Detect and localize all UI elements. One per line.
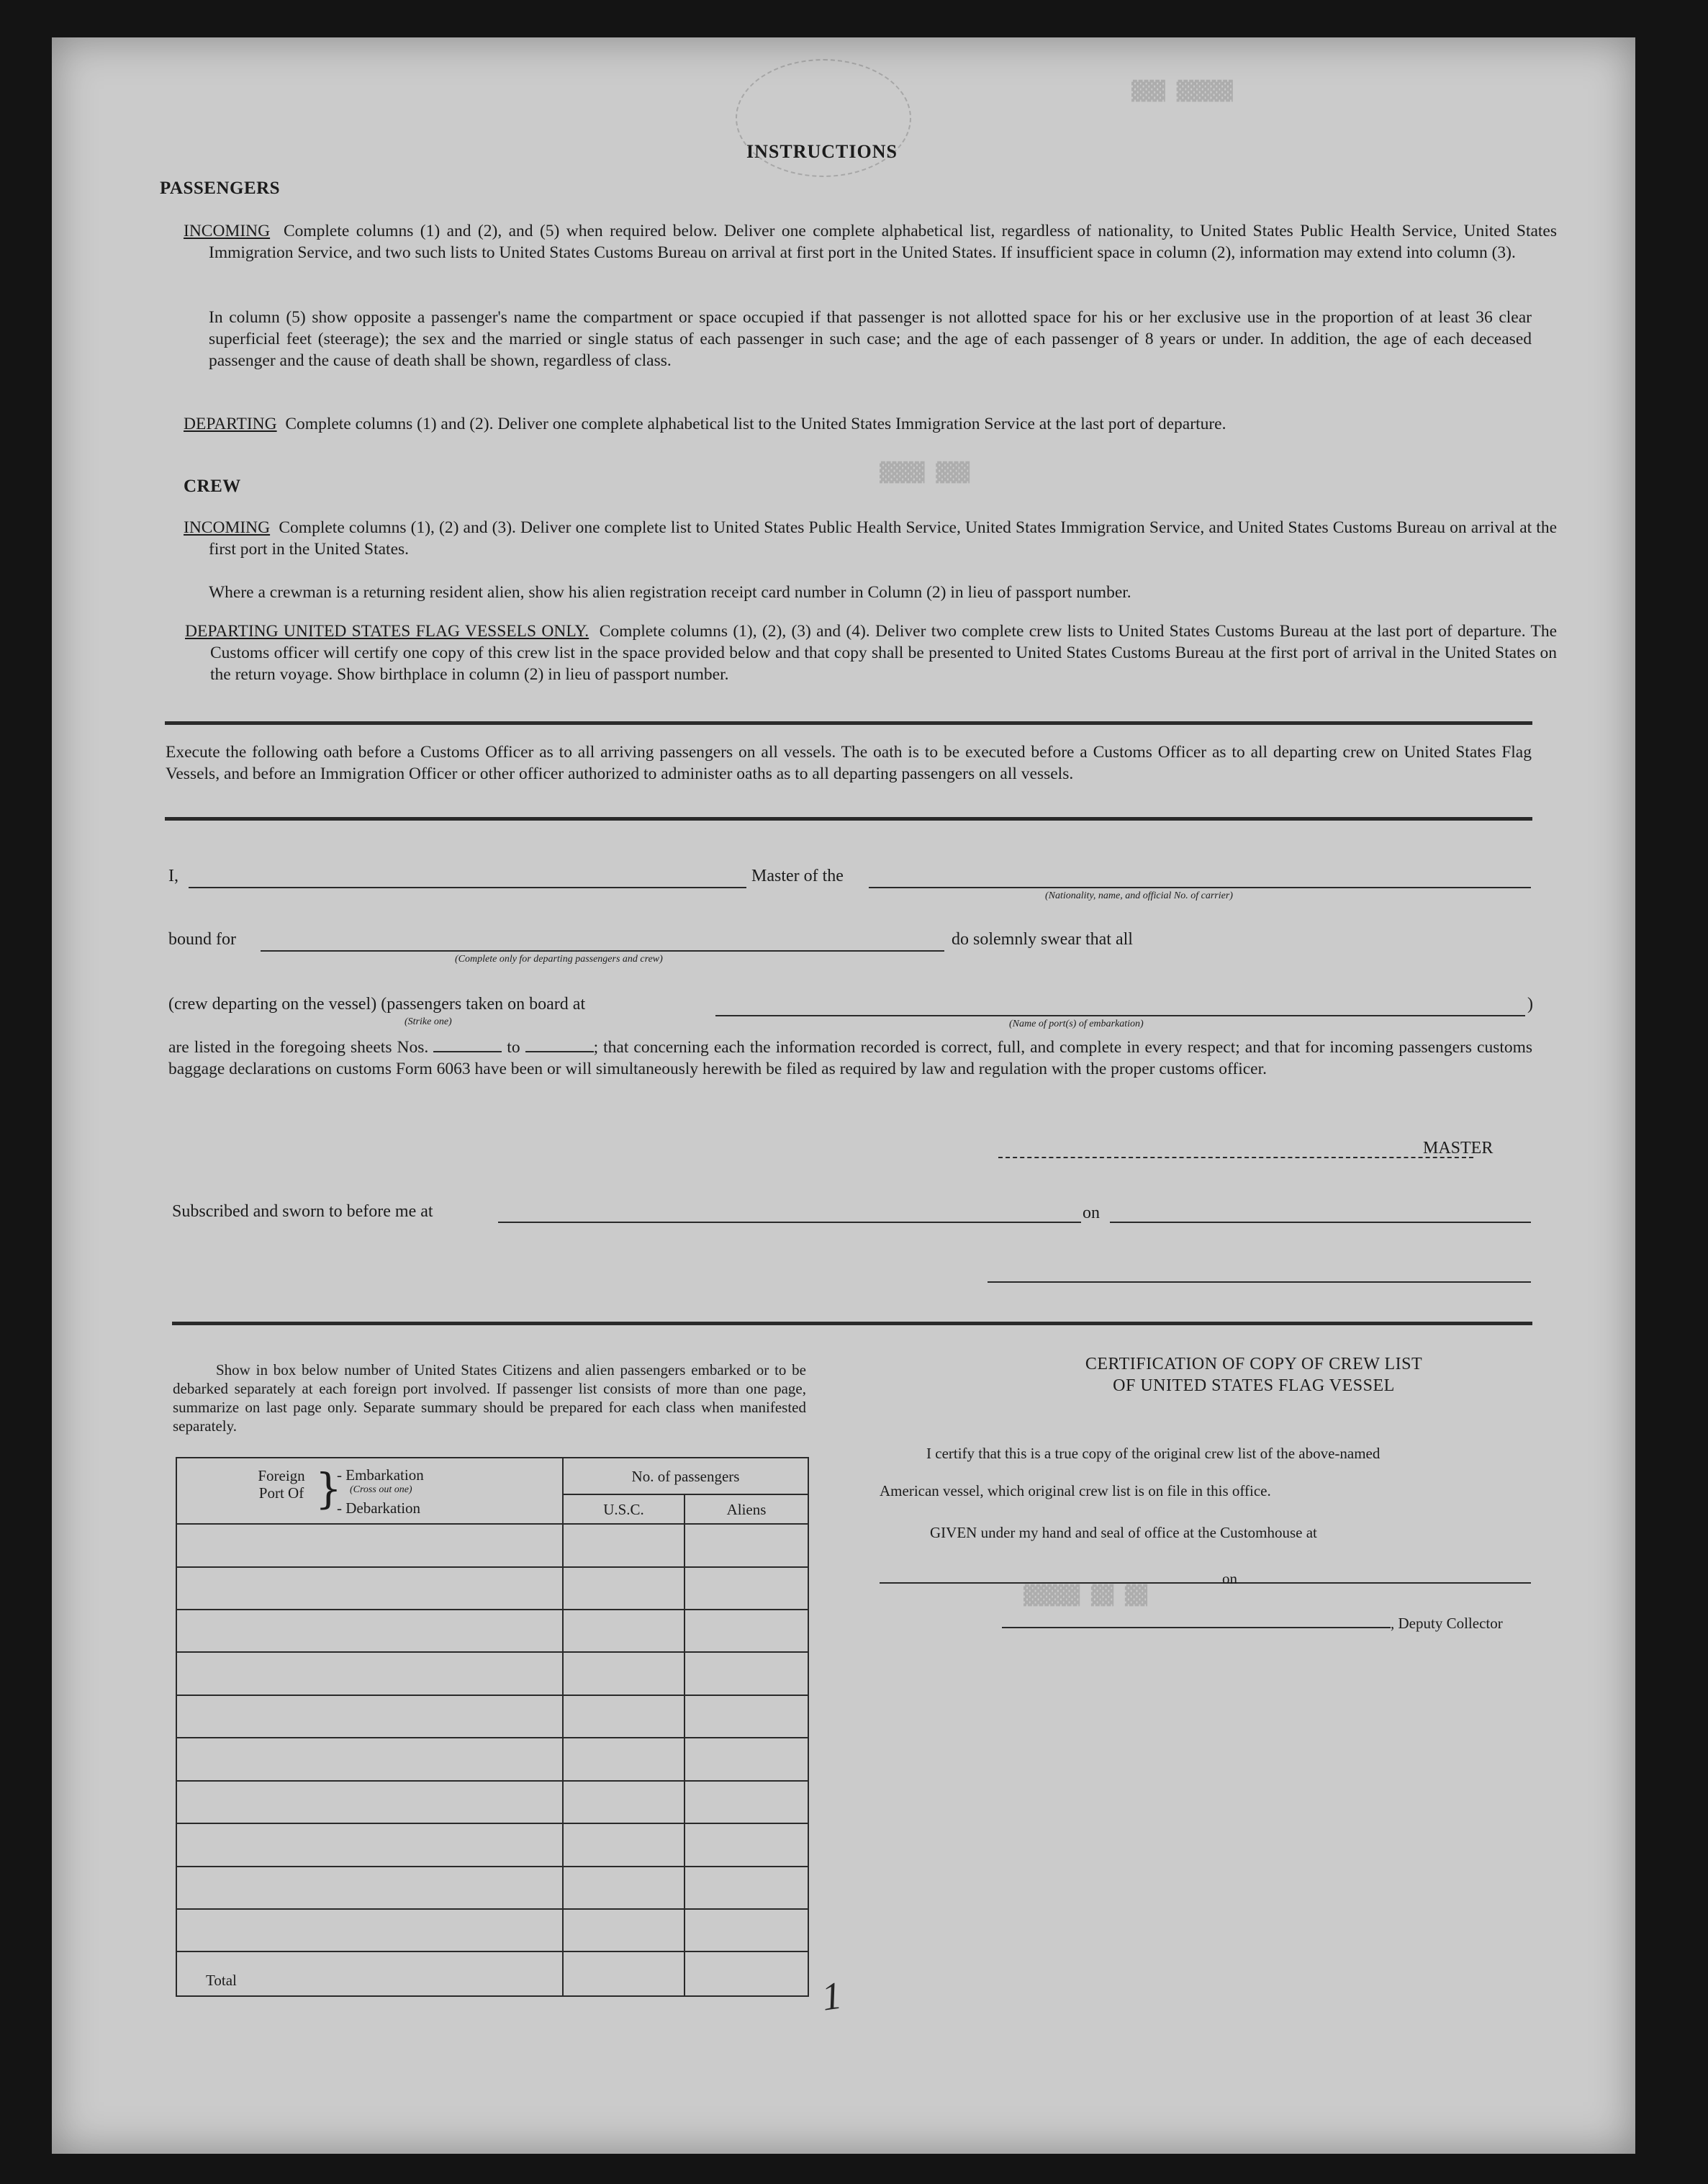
- usc-header: U.S.C.: [563, 1494, 684, 1524]
- certification-title-line1: CERTIFICATION OF COPY OF CREW LIST: [1085, 1355, 1423, 1373]
- bleed-through-text: ▓▓▓ ▓▓▓▓▓: [1131, 81, 1233, 102]
- instructions-title: INSTRUCTIONS: [746, 141, 898, 162]
- aliens-cell[interactable]: [684, 1695, 808, 1738]
- port-cell[interactable]: [176, 1867, 563, 1909]
- crewman-text: Where a crewman is a returning resident alien, show his alien registration receipt card number in Column (2) in lieu of passport number.: [209, 583, 1131, 602]
- bleed-through-text: ▓▓▓▓▓ ▓▓ ▓▓: [1024, 1585, 1148, 1607]
- handwritten-page-number: 1: [818, 1973, 845, 2019]
- sworn-place-field[interactable]: [498, 1222, 1081, 1223]
- passengers-heading: PASSENGERS: [160, 179, 281, 198]
- port-cell[interactable]: [176, 1567, 563, 1610]
- carrier-field[interactable]: [869, 887, 1531, 888]
- oath-i-label: I,: [168, 867, 179, 885]
- foreign-port-label: Foreign Port Of: [258, 1467, 305, 1502]
- sworn-date-field[interactable]: [1110, 1222, 1531, 1223]
- listed-b: ; that concerning each the information recorded is correct, full, and complete in every respect; and that for incoming passengers customs baggage declarations on customs Form 6063 have been or will simultaneously herewith be filed as required by law and regulation with the proper customs officer.: [168, 1038, 1533, 1078]
- port-cell[interactable]: [176, 1738, 563, 1780]
- section-divider: [165, 721, 1532, 725]
- crew-passengers-label: (crew departing on the vessel) (passengers taken on board at: [168, 995, 586, 1014]
- crew-incoming-text: Complete columns (1), (2) and (3). Deliver one complete list to United States Public Health Service, United States Immigration Service, and United States Customs Bureau on arrival at the first port in the United States.: [209, 518, 1558, 559]
- aliens-cell[interactable]: [684, 1781, 808, 1823]
- subscribed-label: Subscribed and sworn to before me at: [172, 1202, 433, 1221]
- aliens-cell[interactable]: [684, 1823, 808, 1866]
- close-paren: ): [1527, 995, 1533, 1014]
- certification-title-line2: OF UNITED STATES FLAG VESSEL: [1113, 1376, 1395, 1395]
- certify-line2: American vessel, which original crew list is on file in this office.: [880, 1482, 1271, 1499]
- bleed-through-text: ▓▓▓▓ ▓▓▓: [880, 462, 970, 484]
- sheet-to-field[interactable]: [525, 1038, 594, 1052]
- bound-for-field[interactable]: [261, 950, 944, 952]
- listed-to: to: [507, 1038, 520, 1057]
- section-divider: [172, 1322, 1532, 1325]
- sworn-on-label: on: [1083, 1204, 1100, 1222]
- embarkation-ports-field[interactable]: [715, 1015, 1525, 1016]
- departing-label: DEPARTING: [184, 415, 277, 433]
- usc-cell[interactable]: [563, 1652, 684, 1695]
- incoming-text: Complete columns (1) and (2), and (5) when required below. Deliver one complete alphabetical list, regardless of nationality, to United States Public Health Service, United States Immigration Service, and two such lists to United States Customs Bureau on arrival at first port in the United States. If insufficient space in column (2), information may extend into column (3).: [209, 222, 1558, 262]
- form-sheet: [52, 37, 1635, 2154]
- total-label-cell: [176, 1951, 563, 1996]
- sheet-from-field[interactable]: [433, 1038, 502, 1052]
- usc-cell[interactable]: [563, 1781, 684, 1823]
- strike-one-hint: (Strike one): [405, 1016, 452, 1027]
- crew-heading: CREW: [184, 477, 241, 496]
- embarkation-label: - Embarkation: [337, 1466, 424, 1484]
- master-label: MASTER: [1423, 1139, 1494, 1158]
- certification-on-label: on: [1222, 1570, 1237, 1587]
- usc-total-cell[interactable]: [563, 1951, 684, 1996]
- no-passengers-header: No. of passengers: [563, 1458, 808, 1494]
- port-cell[interactable]: [176, 1695, 563, 1738]
- officer-signature-field[interactable]: [988, 1281, 1531, 1283]
- usc-cell[interactable]: [563, 1567, 684, 1610]
- crew-incoming-paragraph: [184, 517, 1557, 560]
- bound-for-hint: (Complete only for departing passengers and crew): [455, 954, 663, 965]
- oath-intro: Execute the following oath before a Customs Officer as to all arriving passengers on all vessels. The oath is to be executed before a Customs Officer as to all departing crew on United States Flag Vessels, and before an Immigration Officer or other officer authorized to administer oaths as to all departing passengers on all vessels.: [166, 743, 1532, 783]
- brace-icon: }: [315, 1464, 342, 1513]
- aliens-cell[interactable]: [684, 1610, 808, 1652]
- debarkation-label: - Debarkation: [337, 1499, 421, 1517]
- deputy-signature-field[interactable]: [1002, 1627, 1391, 1628]
- usc-cell[interactable]: [563, 1695, 684, 1738]
- listed-a: are listed in the foregoing sheets Nos.: [168, 1038, 429, 1057]
- summary-instructions: Show in box below number of United States Citizens and alien passengers embarked or to be debarked separately at each foreign port involved. If passenger list consists of more than one page, summarize on last page only. Separate summary should be prepared for each class when manifested separately.: [173, 1361, 806, 1435]
- port-cell[interactable]: [176, 1652, 563, 1695]
- port-header-cell: [176, 1458, 563, 1524]
- master-name-field[interactable]: [189, 887, 746, 888]
- aliens-cell[interactable]: [684, 1867, 808, 1909]
- port-cell[interactable]: [176, 1909, 563, 1951]
- bound-for-label: bound for: [168, 930, 236, 949]
- usc-cell[interactable]: [563, 1867, 684, 1909]
- customhouse-field[interactable]: [880, 1582, 1261, 1584]
- carrier-hint: (Nationality, name, and official No. of carrier): [1045, 890, 1233, 901]
- ports-hint: (Name of port(s) of embarkation): [1009, 1019, 1144, 1029]
- aliens-total-cell[interactable]: [684, 1951, 808, 1996]
- cross-out-hint: (Cross out one): [350, 1484, 412, 1495]
- given-line: GIVEN under my hand and seal of office at the Customhouse at: [930, 1524, 1317, 1541]
- oath-listed-paragraph: [168, 1037, 1532, 1080]
- passengers-departing-paragraph: [184, 413, 1557, 435]
- deputy-collector-label: , Deputy Collector: [1391, 1615, 1503, 1632]
- master-signature-field[interactable]: [998, 1157, 1473, 1158]
- passenger-summary-table: [176, 1457, 809, 1997]
- port-cell[interactable]: [176, 1823, 563, 1866]
- aliens-cell[interactable]: [684, 1524, 808, 1566]
- certify-line1: I certify that this is a true copy of the original crew list of the above-named: [926, 1445, 1381, 1462]
- certification-title: [995, 1353, 1513, 1396]
- usc-cell[interactable]: [563, 1738, 684, 1780]
- port-cell[interactable]: [176, 1524, 563, 1566]
- departing-text: Complete columns (1) and (2). Deliver one complete alphabetical list to the United States Immigration Service at the last port of departure.: [285, 415, 1226, 433]
- aliens-cell[interactable]: [684, 1738, 808, 1780]
- section-divider: [165, 817, 1532, 821]
- passengers-incoming-paragraph: [184, 220, 1557, 263]
- aliens-cell[interactable]: [684, 1567, 808, 1610]
- swear-label: do solemnly swear that all: [952, 930, 1133, 949]
- usc-cell[interactable]: [563, 1610, 684, 1652]
- usc-cell[interactable]: [563, 1823, 684, 1866]
- flag-vessels-paragraph: [185, 621, 1557, 685]
- aliens-header: Aliens: [684, 1494, 808, 1524]
- flag-vessels-text: Complete columns (1), (2), (3) and (4). Deliver two complete crew lists to United States Customs Bureau at the last port of departure. The Customs officer will certify one copy of this crew list in the space provided below and that copy shall be presented to United States Customs Bureau at the first port of arrival in the United States on the return voyage. Show birthplace in column (2) in lieu of passport number.: [210, 622, 1557, 684]
- certification-date-field[interactable]: [1250, 1582, 1531, 1584]
- column5-text: In column (5) show opposite a passenger's name the compartment or space occupied if that passenger is not allotted space for his or her exclusive use in the proportion of at least 36 clear superficial feet (steerage); the sex and the married or single status of each passenger in such case; and the age of each passenger of 8 years or under. In addition, the age of each deceased passenger and the cause of death shall be shown, regardless of class.: [209, 308, 1532, 370]
- column5-paragraph: [209, 307, 1532, 371]
- crew-incoming-label: INCOMING: [184, 518, 271, 537]
- incoming-label: INCOMING: [184, 222, 271, 240]
- crewman-paragraph: [209, 582, 1532, 603]
- master-of-label: Master of the: [751, 867, 844, 885]
- port-cell[interactable]: [176, 1781, 563, 1823]
- port-cell[interactable]: [176, 1610, 563, 1652]
- usc-cell[interactable]: [563, 1524, 684, 1566]
- aliens-cell[interactable]: [684, 1652, 808, 1695]
- total-label: Total: [206, 1972, 237, 1989]
- flag-vessels-label: DEPARTING UNITED STATES FLAG VESSELS ONLY.: [185, 622, 589, 641]
- usc-cell[interactable]: [563, 1909, 684, 1951]
- aliens-cell[interactable]: [684, 1909, 808, 1951]
